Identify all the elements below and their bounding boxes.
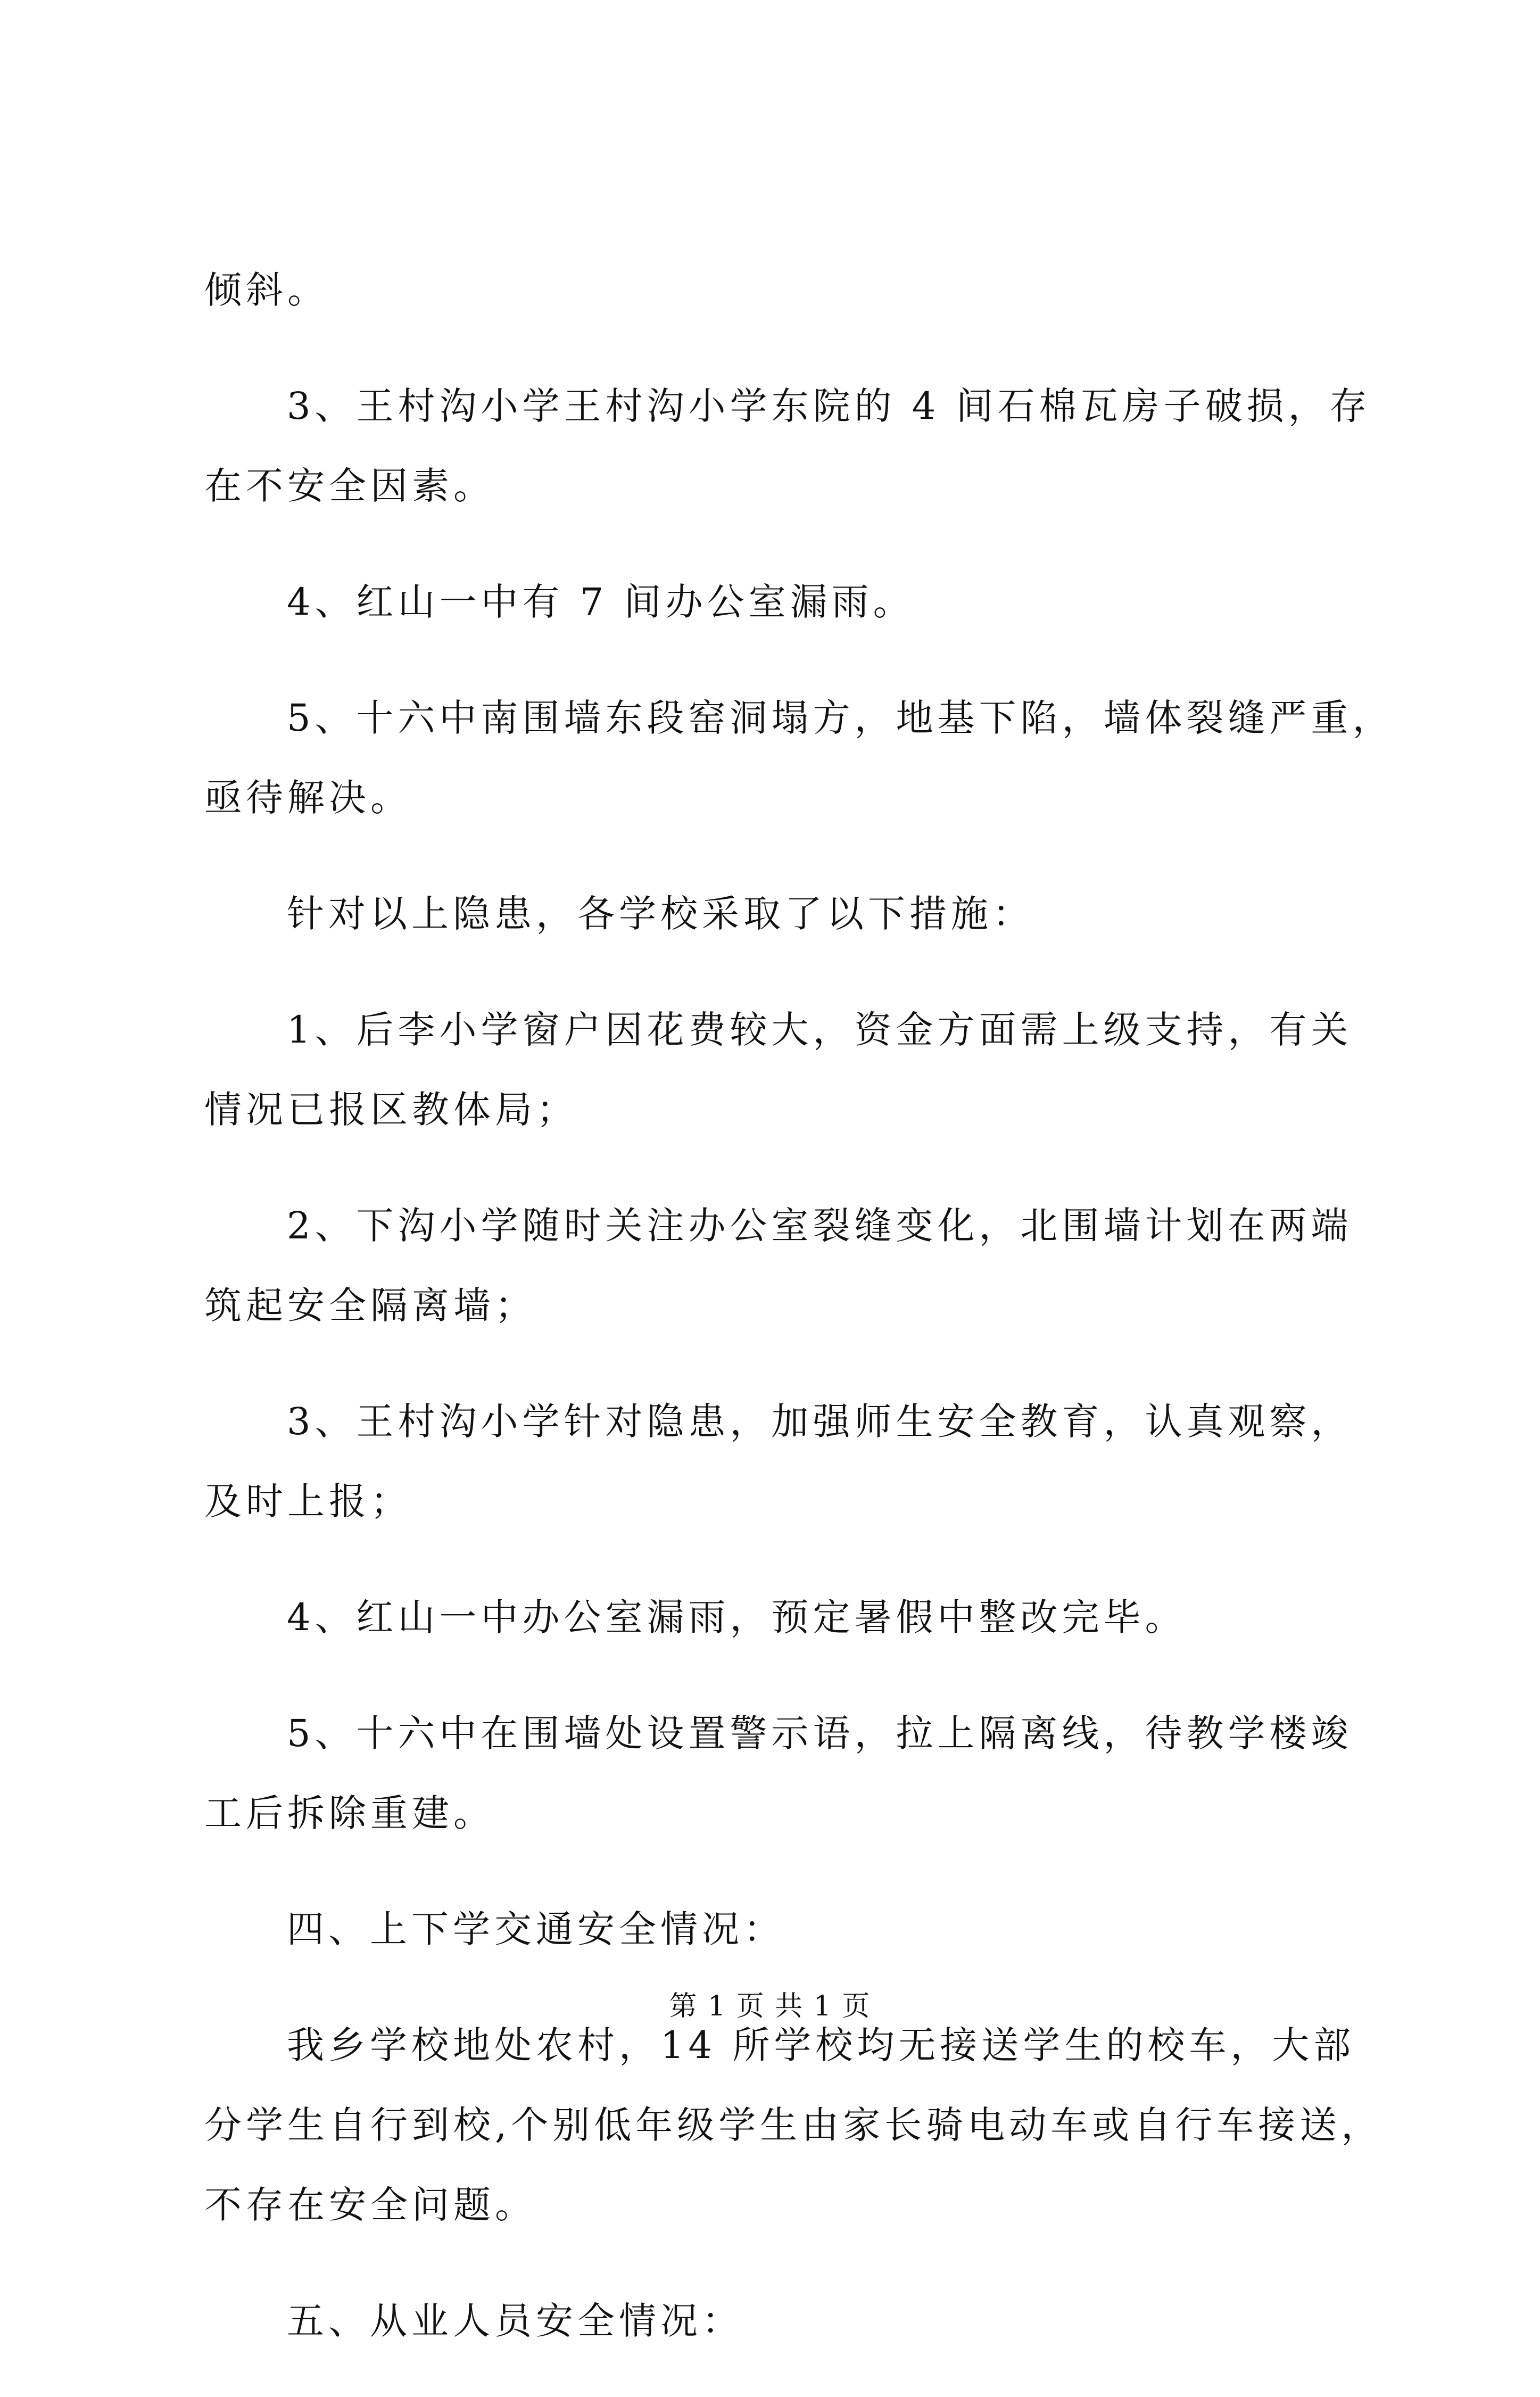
- paragraph-11: [204, 2005, 1383, 2245]
- paragraph-line: 在不安全因素。: [204, 464, 495, 508]
- paragraph-line: 针对以上隐患，各学校采取了以下措施：: [287, 892, 1034, 936]
- paragraph-line: 筑起安全隔离墙；: [204, 1284, 536, 1327]
- paragraph-line: 1、后李小学窗户因花费较大，资金方面需上级支持，有关: [287, 1008, 1353, 1052]
- section-heading: 五、从业人员安全情况：: [287, 2299, 743, 2343]
- paragraph-line: 5、十六中在围墙处设置警示语，拉上隔离线，待教学楼竣: [287, 1712, 1353, 1755]
- paragraph-9: [204, 1693, 1353, 1853]
- paragraph-8: [204, 1577, 1348, 1657]
- paragraph-6: [204, 1186, 1353, 1345]
- paragraph-3: [204, 678, 1394, 838]
- paragraph-line: 4、红山一中有 7 间办公室漏雨。: [287, 580, 915, 624]
- paragraph-line: 4、红山一中办公室漏雨，预定暑假中整改完毕。: [287, 1596, 1187, 1639]
- page-number: 第 1 页 共 1 页: [669, 1990, 871, 2022]
- paragraph-2: [204, 562, 1348, 642]
- paragraph-line: 亟待解决。: [204, 776, 412, 820]
- paragraph-line: 工后拆除重建。: [204, 1791, 495, 1835]
- paragraph-line: 倾斜。: [204, 268, 329, 312]
- paragraph-line: 2、下沟小学随时关注办公室裂缝变化，北围墙计划在两端: [287, 1204, 1353, 1247]
- paragraph-0: [204, 250, 1348, 330]
- paragraph-line: 我乡学校地处农村，14 所学校均无接送学生的校车，大部: [287, 2023, 1355, 2067]
- paragraph-line: 不存在安全问题。: [204, 2183, 536, 2227]
- paragraph-line: 3、王村沟小学王村沟小学东院的 4 间石棉瓦房子破损，存: [287, 384, 1371, 428]
- paragraph-line: 3、王村沟小学针对隐患，加强师生安全教育，认真观察，: [287, 1400, 1353, 1443]
- paragraph-5: [204, 990, 1353, 1150]
- section-heading: 四、上下学交通安全情况：: [287, 1907, 785, 1951]
- paragraph-line: 5、十六中南围墙东段窑洞塌方，地基下陷，墙体裂缝严重，: [287, 696, 1394, 740]
- paragraph-1: [204, 366, 1371, 526]
- page-footer: [0, 1988, 1540, 2025]
- paragraph-line: 情况已报区教体局；: [204, 1088, 578, 1131]
- paragraph-line: 分学生自行到校,个别低年级学生由家长骑电动车或自行车接送，: [204, 2103, 1383, 2147]
- paragraph-10: [204, 1889, 1348, 1969]
- paragraph-7: [204, 1382, 1353, 1541]
- document-body: [204, 250, 1394, 2397]
- paragraph-4: [204, 874, 1348, 954]
- paragraph-12: [204, 2281, 1348, 2361]
- paragraph-line: 及时上报；: [204, 1479, 412, 1523]
